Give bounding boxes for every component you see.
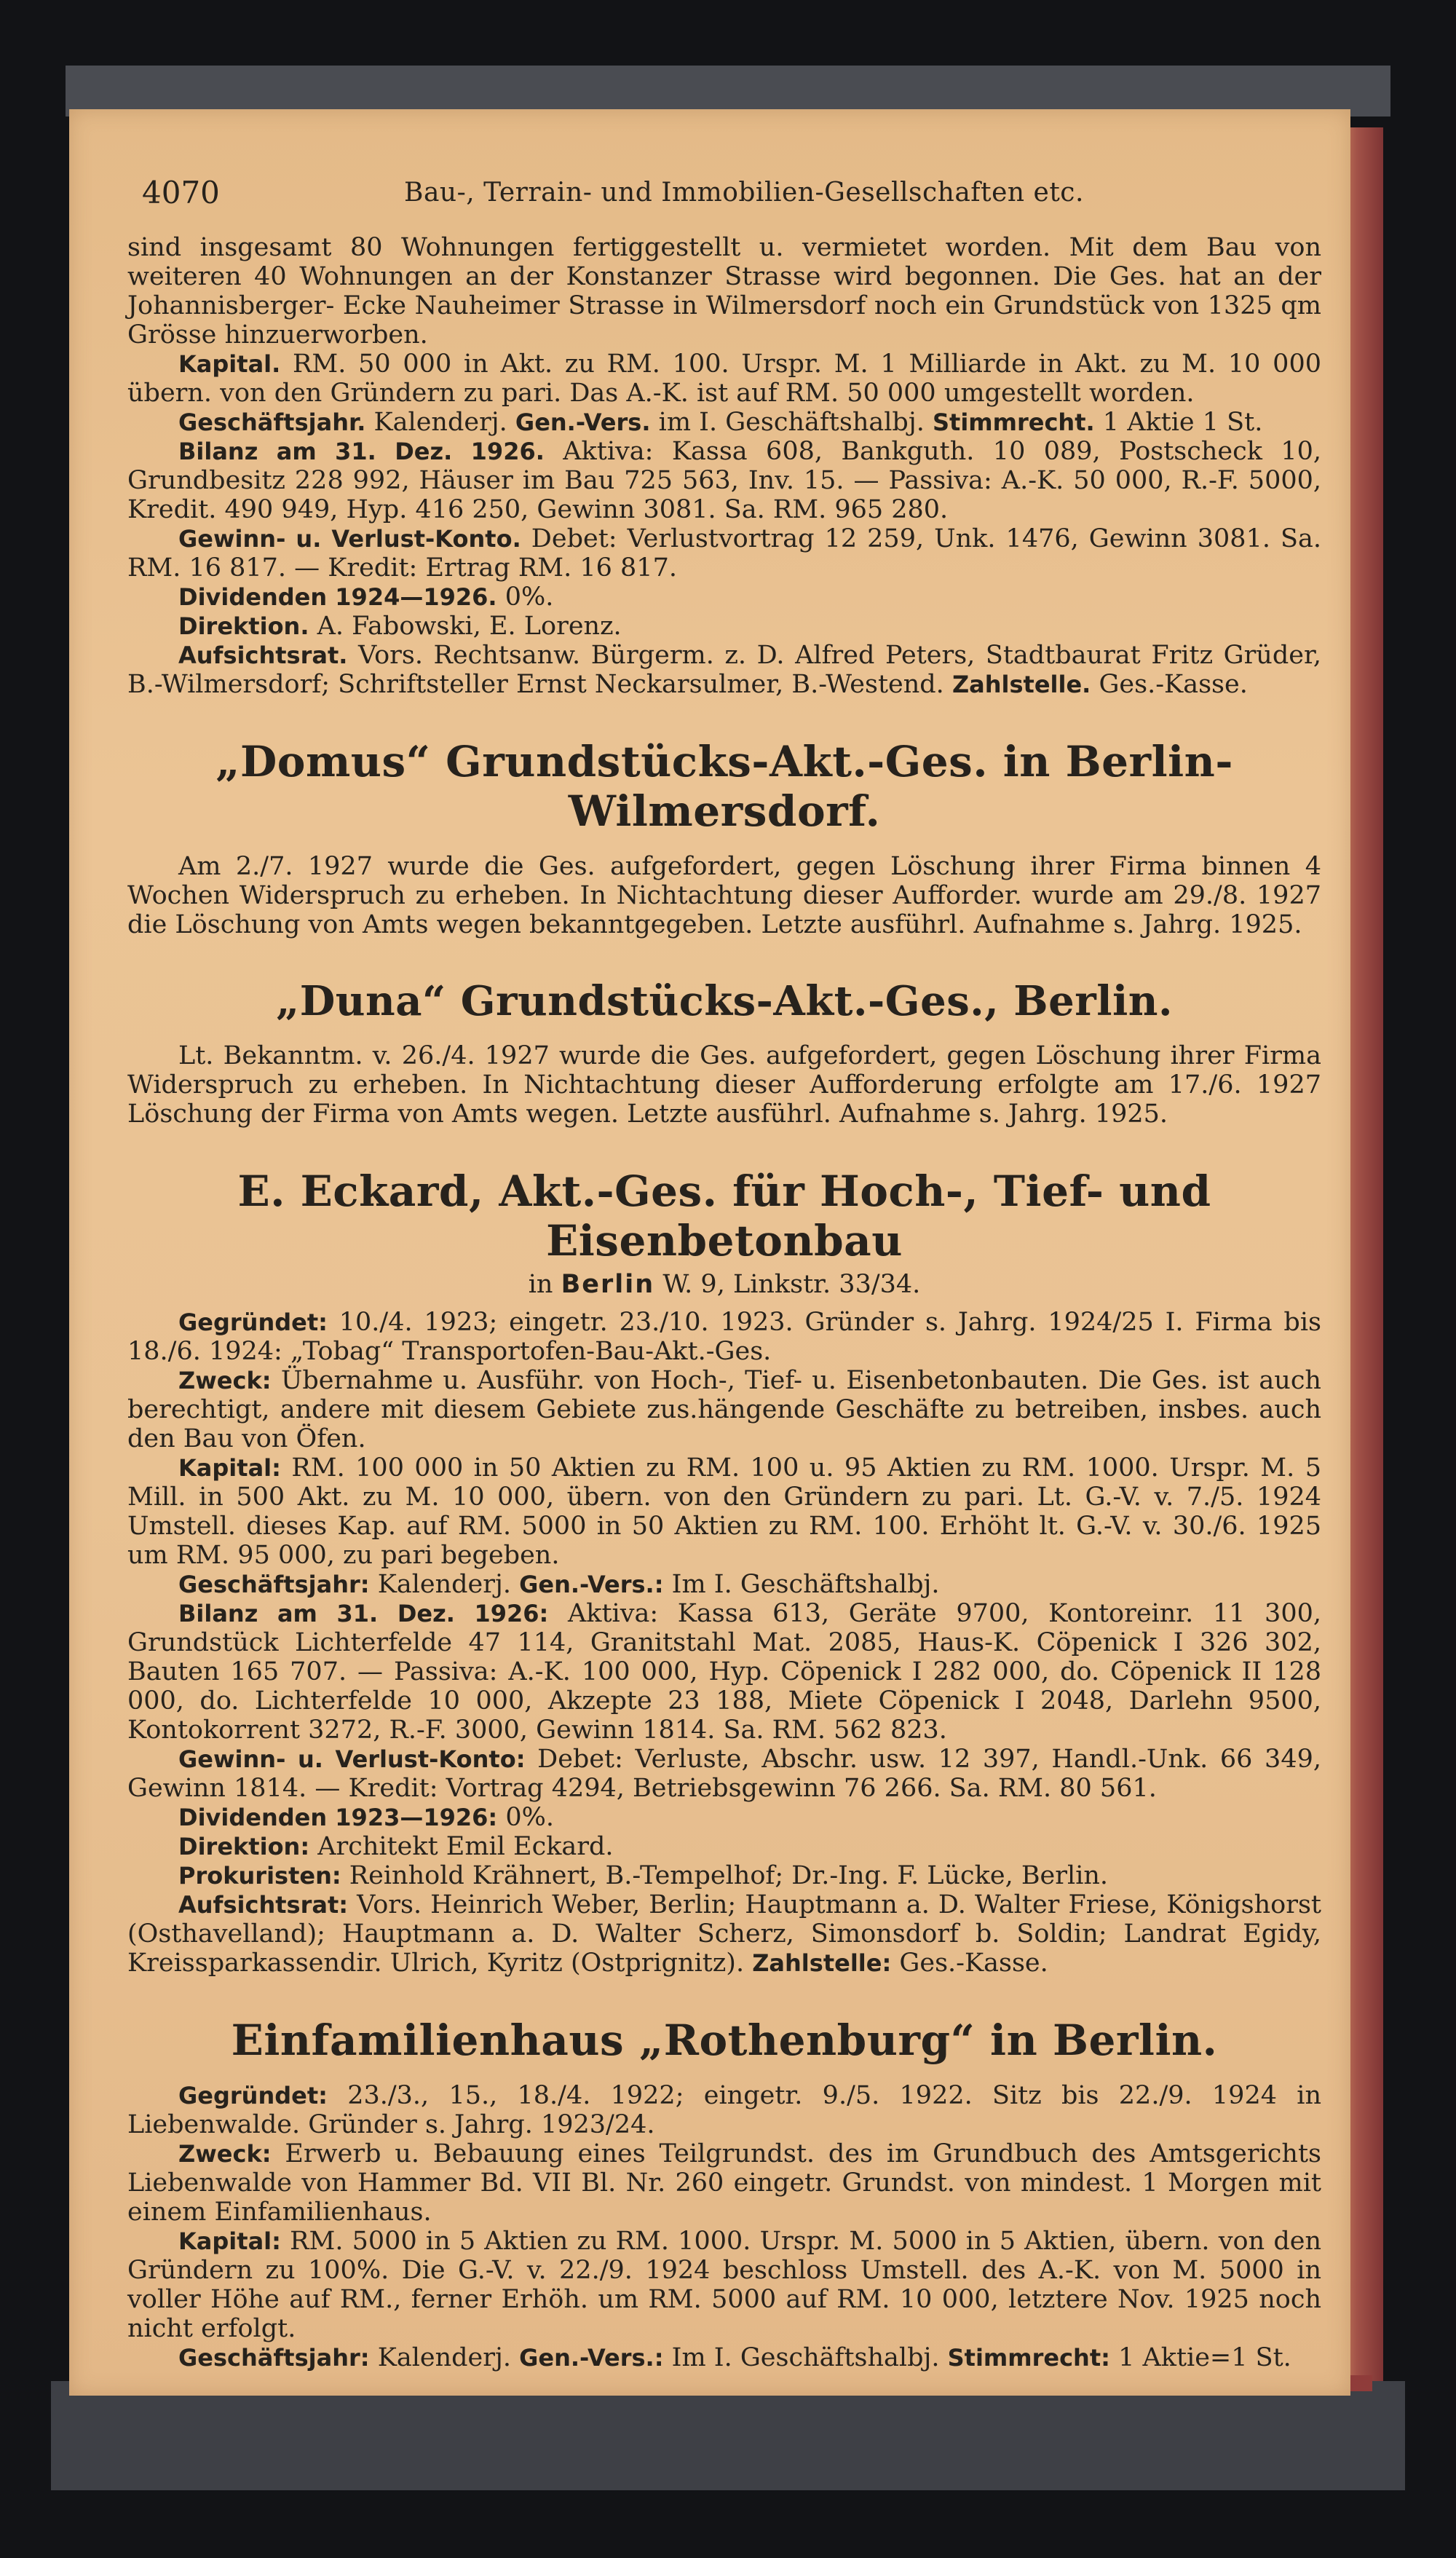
prev-genvers-text: im I. Geschäftshalbj. <box>658 408 925 437</box>
prev-gewinn-label: Gewinn- u. Verlust-Konto. <box>178 525 521 553</box>
eckard-geschaeftsjahr-text: Kalenderj. <box>377 1570 511 1599</box>
eckard-kapital <box>127 1453 1321 1570</box>
prev-kapital-text: RM. 50 000 in Akt. zu RM. 100. Urspr. M. 1 Milliarde in Akt. zu M. 10 000 übern. von den Gründern zu pari. Das A.-K. ist auf RM. 50 000 umgestellt worden. <box>127 350 1321 408</box>
rothenburg-zweck <box>127 2139 1321 2227</box>
eckard-dividenden-label: Dividenden 1923—1926: <box>178 1804 498 1831</box>
eckard-gewinn <box>127 1745 1321 1803</box>
page-number: 4070 <box>142 175 220 210</box>
eckard-zweck <box>127 1366 1321 1453</box>
rothenburg-stimmrecht-label: Stimmrecht: <box>947 2344 1110 2372</box>
prev-bilanz-text: Aktiva: Kassa 608, Bankguth. 10 089, Postscheck 10, Grundbesitz 228 992, Häuser im Bau 725 563, Inv. 15. — Passiva: A.-K. 50 000, R.-F. 5000, Kredit. 490 949, Hyp. 416 250, Gewinn 3081. Sa. RM. 965 280. <box>127 437 1321 524</box>
eckard-address-pre: in <box>528 1270 553 1299</box>
prev-zahlstelle-text: Ges.-Kasse. <box>1099 670 1248 699</box>
rothenburg-gegruendet <box>127 2081 1321 2139</box>
eckard-direktion-text: Architekt Emil Eckard. <box>317 1832 614 1861</box>
entry-rothenburg <box>127 2016 1321 2372</box>
prev-dividenden-label: Dividenden 1924—1926. <box>178 583 497 611</box>
prev-aufsichtsrat-label: Aufsichtsrat. <box>178 642 348 669</box>
eckard-zweck-label: Zweck: <box>178 1367 272 1394</box>
eckard-gewinn-text: Debet: Verluste, Abschr. usw. 12 397, Handl.-Unk. 66 349, Gewinn 1814. — Kredit: Vortrag 4294, Betriebsgewinn 76 266. Sa. RM. 80 561. <box>127 1745 1321 1803</box>
rothenburg-stimmrecht-text: 1 Aktie=1 St. <box>1118 2343 1291 2372</box>
prev-stimmrecht-text: 1 Aktie 1 St. <box>1102 408 1263 437</box>
eckard-prokuristen-label: Prokuristen: <box>178 1862 341 1890</box>
eckard-geschaeftsjahr-label: Geschäftsjahr: <box>178 1571 370 1598</box>
rothenburg-geschaeftsjahr-text: Kalenderj. <box>377 2343 511 2372</box>
duna-title: „Duna“ Grundstücks-Akt.-Ges., Berlin. <box>276 977 1173 1025</box>
book-page <box>69 109 1350 2396</box>
eckard-genvers-label: Gen.-Vers.: <box>519 1571 664 1598</box>
rothenburg-title: Einfamilienhaus „Rothenburg“ in Berlin. <box>231 2016 1218 2065</box>
prev-direktion-label: Direktion. <box>178 612 309 640</box>
running-title: Bau-, Terrain- und Immobilien-Gesellschaften etc. <box>404 178 1084 208</box>
prev-zahlstelle-label: Zahlstelle. <box>951 671 1091 698</box>
prev-aufsichtsrat-text: Vors. Rechtsanw. Bürgerm. z. D. Alfred Peters, Stadtbaurat Fritz Grüder, B.-Wilmersdorf; Schriftsteller Ernst Neckarsulmer, B.-Westend. <box>127 641 1321 699</box>
duna-text: Lt. Bekanntm. v. 26./4. 1927 wurde die Ges. aufgefordert, gegen Löschung ihrer Firma Widerspruch zu erheben. In Nichtachtung dieser Aufforderung erfolgte am 17./6. 1927 Löschung der Firma von Amts wegen. Letzte ausführl. Aufnahme s. Jahrg. 1925. <box>127 1041 1321 1129</box>
running-head <box>127 167 1321 233</box>
prev-stimmrecht-label: Stimmrecht. <box>932 408 1095 436</box>
eckard-dividenden <box>127 1803 1321 1832</box>
eckard-gewinn-label: Gewinn- u. Verlust-Konto: <box>178 1745 526 1773</box>
eckard-gegruendet <box>127 1308 1321 1366</box>
prev-kapital <box>127 350 1321 408</box>
eckard-zahlstelle-text: Ges.-Kasse. <box>899 1949 1048 1978</box>
eckard-bilanz <box>127 1599 1321 1745</box>
eckard-zweck-text: Übernahme u. Ausführ. von Hoch-, Tief- u. Eisenbetonbauten. Die Ges. ist auch berechtigt, andere mit diesem Gebiete zus.hängende Geschäfte zu betreiben, insbes. auch den Bau von Öfen. <box>127 1366 1321 1453</box>
eckard-title: E. Eckard, Akt.-Ges. für Hoch-, Tief- und Eisenbetonbau <box>237 1167 1211 1266</box>
page-content <box>127 167 1321 2372</box>
prev-gewinn <box>127 524 1321 583</box>
rothenburg-kapital <box>127 2227 1321 2343</box>
eckard-prokuristen-text: Reinhold Krähnert, B.-Tempelhof; Dr.-Ing. F. Lücke, Berlin. <box>349 1861 1109 1890</box>
eckard-kapital-text: RM. 100 000 in 50 Aktien zu RM. 100 u. 95 Aktien zu RM. 1000. Urspr. M. 5 Mill. in 500 Akt. zu M. 10 000, übern. von den Gründern zu pari. Lt. G.-V. v. 7./5. 1924 Umstell. dieses Kap. auf RM. 5000 in 50 Aktien zu RM. 100. Erhöht lt. G.-V. v. 30./6. 1925 um RM. 95 000, zu pari begeben. <box>127 1453 1321 1570</box>
eckard-aufsichtsrat-label: Aufsichtsrat: <box>178 1891 349 1919</box>
eckard-prokuristen <box>127 1861 1321 1890</box>
prev-direktion-text: A. Fabowski, E. Lorenz. <box>317 612 622 641</box>
rothenburg-zweck-label: Zweck: <box>178 2140 272 2168</box>
eckard-dividenden-text: 0%. <box>505 1803 554 1832</box>
prev-dividenden-text: 0%. <box>505 583 554 612</box>
eckard-kapital-label: Kapital: <box>178 1454 281 1482</box>
eckard-gegruendet-text: 10./4. 1923; eingetr. 23./10. 1923. Gründer s. Jahrg. 1924/25 I. Firma bis 18./6. 1924: „Tobag“ Transportofen-Bau-Akt.-Ges. <box>127 1308 1321 1366</box>
eckard-address-city: Berlin <box>561 1270 655 1299</box>
rothenburg-zweck-text: Erwerb u. Bebauung eines Teilgrundst. des im Grundbuch des Amtsgerichts Liebenwalde von Hammer Bd. VII Bl. Nr. 260 eingetr. Grundst. von mindest. 1 Morgen mit einem Einfamilienhaus. <box>127 2139 1321 2227</box>
prev-dividenden <box>127 583 1321 612</box>
rothenburg-geschaeftsjahr <box>127 2343 1321 2372</box>
prev-direktion <box>127 612 1321 641</box>
eckard-geschaeftsjahr <box>127 1570 1321 1599</box>
eckard-direktion <box>127 1832 1321 1861</box>
rothenburg-kapital-text: RM. 5000 in 5 Aktien zu RM. 1000. Urspr. M. 5000 in 5 Aktien, übern. von den Gründern zu 100%. Die G.-V. v. 22./9. 1924 beschloss Umstell. des A.-K. von M. 5000 in voller Höhe auf RM., ferner Erhöh. um RM. 5000 auf RM. 10 000, letztere Nov. 1925 noch nicht erfolgt. <box>127 2227 1321 2343</box>
rothenburg-genvers-text: Im I. Geschäftshalbj. <box>671 2343 940 2372</box>
eckard-address <box>127 1270 1321 1299</box>
entry-duna <box>127 977 1321 1129</box>
background-bottom <box>51 2381 1405 2490</box>
prev-geschaeftsjahr-label: Geschäftsjahr. <box>178 408 366 436</box>
prev-bilanz-label: Bilanz am 31. Dez. 1926. <box>178 438 545 465</box>
rothenburg-genvers-label: Gen.-Vers.: <box>519 2344 664 2372</box>
prev-aufsichtsrat <box>127 641 1321 699</box>
domus-title: „Domus“ Grundstücks-Akt.-Ges. in Berlin-Wilmersdorf. <box>215 737 1233 836</box>
rothenburg-gegruendet-text: 23./3., 15., 18./4. 1922; eingetr. 9./5. 1922. Sitz bis 22./9. 1924 in Liebenwalde. Gründer s. Jahrg. 1923/24. <box>127 2081 1321 2139</box>
rothenburg-kapital-label: Kapital: <box>178 2227 281 2255</box>
eckard-bilanz-text: Aktiva: Kassa 613, Geräte 9700, Kontoreinr. 11 300, Grundstück Lichterfelde 47 114, Granitstahl Mat. 2085, Haus-K. Cöpenick I 326 302, Bauten 165 707. — Passiva: A.-K. 100 000, Hyp. Cöpenick I 282 000, do. Cöpenick II 128 000, do. Lichterfelde 10 000, Akzepte 23 188, Miete Cöpenick I 2048, Darlehn 9500, Kontokorrent 3272, R.-F. 3000, Gewinn 1814. Sa. RM. 562 823. <box>127 1599 1321 1745</box>
eckard-zahlstelle-label: Zahlstelle: <box>752 1949 892 1977</box>
prev-kapital-label: Kapital. <box>178 350 281 378</box>
domus-text: Am 2./7. 1927 wurde die Ges. aufgefordert, gegen Löschung ihrer Firma binnen 4 Wochen Widerspruch zu erheben. In Nichtachtung dieser Aufforder. wurde am 29./8. 1927 die Löschung von Amts wegen bekanntgegeben. Letzte ausführl. Aufnahme s. Jahrg. 1925. <box>127 852 1321 939</box>
rothenburg-gegruendet-label: Gegründet: <box>178 2082 328 2109</box>
previous-entry <box>127 233 1321 699</box>
eckard-genvers-text: Im I. Geschäftshalbj. <box>671 1570 940 1599</box>
prev-geschaeftsjahr-text: Kalenderj. <box>373 408 507 437</box>
eckard-aufsichtsrat <box>127 1890 1321 1978</box>
prev-gewinn-text: Debet: Verlustvortrag 12 259, Unk. 1476, Gewinn 3081. Sa. RM. 16 817. — Kredit: Ertrag RM. 16 817. <box>127 524 1321 583</box>
prev-intro: sind insgesamt 80 Wohnungen fertiggestellt u. vermietet worden. Mit dem Bau von weiteren 40 Wohnungen an der Konstanzer Strasse wird begonnen. Die Ges. hat an der Johannisberger- Ecke Nauheimer Strasse in Wilmersdorf noch ein Grundstück von 1325 qm Grösse hinzuerworben. <box>127 233 1321 350</box>
prev-bilanz <box>127 437 1321 524</box>
eckard-gegruendet-label: Gegründet: <box>178 1308 328 1336</box>
prev-geschaeftsjahr <box>127 408 1321 437</box>
rothenburg-geschaeftsjahr-label: Geschäftsjahr: <box>178 2344 370 2372</box>
eckard-address-post: W. 9, Linkstr. 33/34. <box>662 1270 921 1299</box>
eckard-bilanz-label: Bilanz am 31. Dez. 1926: <box>178 1600 549 1627</box>
eckard-aufsichtsrat-text: Vors. Heinrich Weber, Berlin; Hauptmann a. D. Walter Friese, Königshorst (Osthavelland); Hauptmann a. D. Walter Scherz, Simonsdorf b. Soldin; Landrat Egidy, Kreissparkassendir. Ulrich, Kyritz (Ostprignitz). <box>127 1890 1321 1978</box>
prev-genvers-label: Gen.-Vers. <box>515 408 651 436</box>
entry-domus <box>127 737 1321 939</box>
eckard-direktion-label: Direktion: <box>178 1833 310 1860</box>
entry-eckard <box>127 1167 1321 1978</box>
